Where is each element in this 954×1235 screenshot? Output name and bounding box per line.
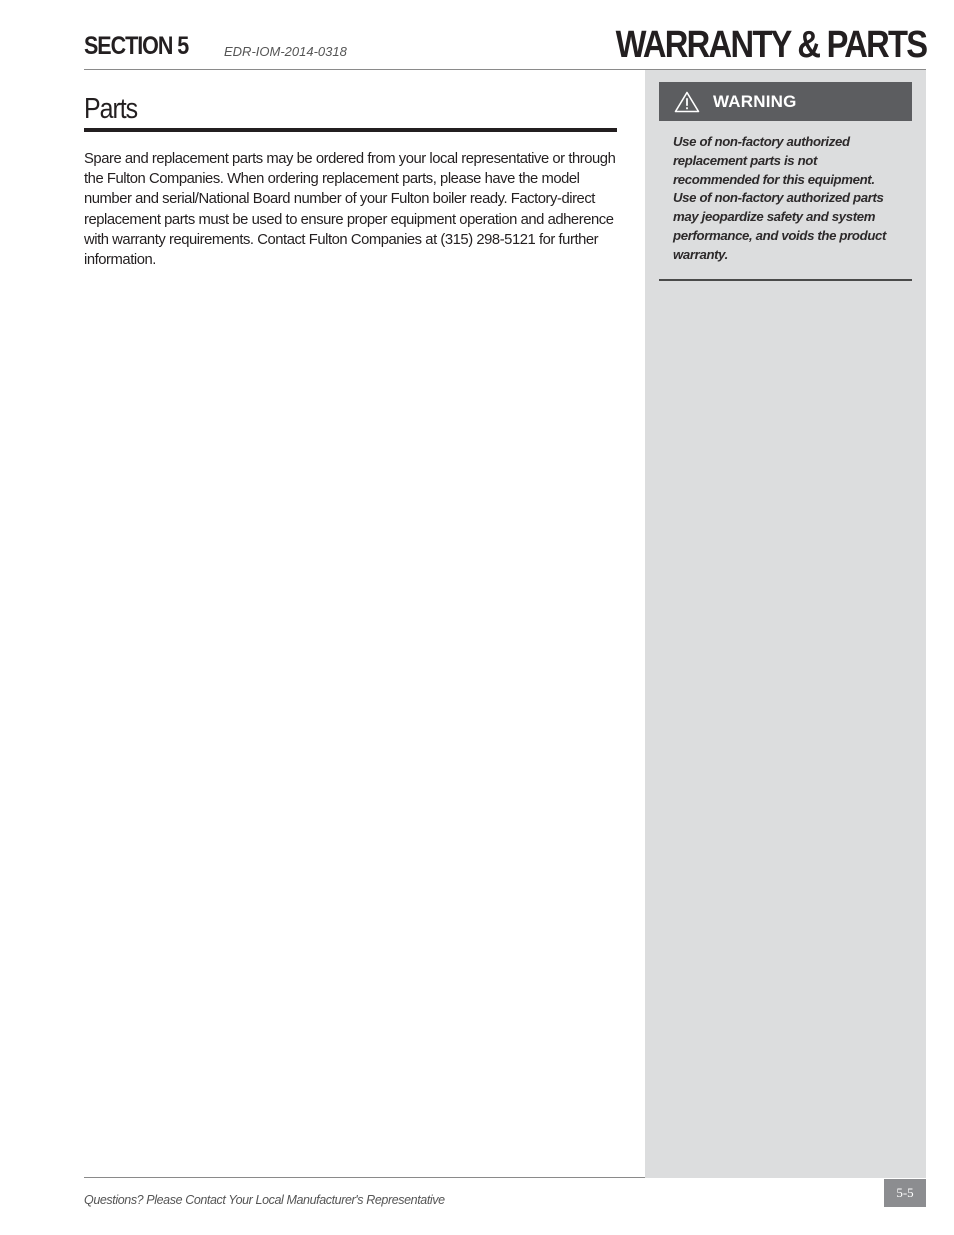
footer-divider	[84, 1177, 645, 1178]
section-label: SECTION 5	[84, 32, 189, 60]
warning-text: Use of non-factory authorized replacement parts is not recommended for this equipment. Use of non-factory authorized parts may jeopardize safety and system performance, and voids the product warranty.	[673, 134, 887, 262]
document-id: EDR-IOM-2014-0318	[224, 44, 347, 59]
warning-box	[659, 82, 912, 281]
page-title: WARRANTY & PARTS	[615, 24, 926, 66]
warning-triangle-icon	[674, 91, 700, 113]
warning-divider	[659, 279, 912, 281]
page-number: 5-5	[884, 1179, 926, 1207]
parts-heading-rule	[84, 128, 617, 132]
parts-heading: Parts	[84, 93, 138, 125]
footer-text: Questions? Please Contact Your Local Manufacturer's Representative	[84, 1193, 445, 1207]
parts-body-text: Spare and replacement parts may be ordered from your local representative or through the Fulton Companies. When ordering replacement parts, please have the model number and serial/National Board number of your Fulton boiler ready. Factory-direct replacement parts must be used to ensure proper equipment operation and adherence with warranty requirements. Contact Fulton Companies at (315) 298-5121 for further information.	[84, 151, 616, 269]
warning-title: WARNING	[713, 91, 797, 111]
warning-header	[659, 82, 912, 121]
